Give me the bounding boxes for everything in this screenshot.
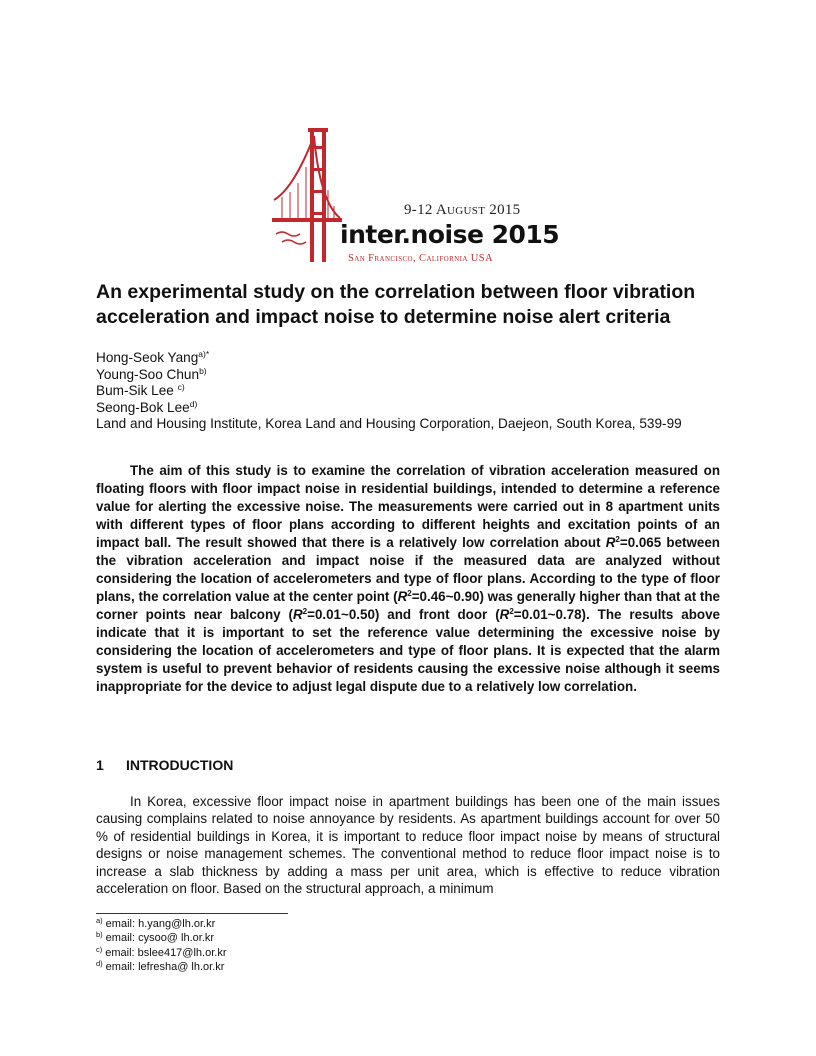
author-mark: a)* (198, 349, 210, 359)
footnote-mark: c) (96, 944, 103, 954)
author (96, 383, 796, 400)
author (96, 400, 796, 417)
r-symbol: R (499, 607, 510, 622)
author-name: Bum-Sik Lee (96, 383, 178, 398)
author-mark: c) (177, 382, 185, 392)
footnote (96, 931, 226, 945)
abstract-text: =0.01~0.78). The results above indicate that it is important to set the reference value determining the excessive noise by considering the location of accelerometers and type of floor plans. It is expected that the alarm system is useful to prevent behavior of residents causing the excessive noise although it seems inappropriate for the device to adjust legal dispute due to a relatively low correlation. (96, 607, 720, 694)
footnote (96, 960, 226, 974)
author-mark: b) (199, 365, 207, 376)
conference-location: San Francisco, California USA (348, 253, 494, 264)
author-name: Hong-Seok Yang (96, 350, 199, 365)
author (96, 367, 796, 384)
footnote (96, 917, 226, 931)
footnote-email: email: bslee417@lh.or.kr (105, 946, 227, 959)
abstract-text: =0.065 between the vibration acceleration and impact noise if the measured data are analyzed without considering the location of accelerometers and type of floor plans. According to the type of floor plans, the correlation value at the center point ( (96, 535, 720, 604)
author-name: Young-Soo Chun (96, 366, 200, 382)
abstract (96, 462, 720, 696)
superscript: 2 (407, 589, 412, 598)
superscript: 2 (509, 607, 514, 616)
author (96, 350, 796, 367)
footnotes (96, 917, 226, 975)
abstract-text: =0.01~0.50) and front door ( (307, 607, 500, 622)
footnote-divider (96, 913, 288, 914)
conference-logo (272, 122, 560, 268)
introduction-paragraph: In Korea, excessive floor impact noise in apartment buildings has been one of the main issues causing complains related to noise annoyance by residents. As apartment buildings account for over 50 % of residential buildings in Korea, it is important to reduce floor impact noise by means of structural designs or noise management schemes. The conventional method to reduce floor impact noise is to increase a slab thickness by adding a mass per unit area, which is effective to reduce vibration acceleration on floor. Based on the structural approach, a minimum (96, 794, 720, 897)
affiliation: Land and Housing Institute, Korea Land and Housing Corporation, Daejeon, South Korea, 539-99 (96, 416, 682, 431)
superscript: 2 (302, 607, 308, 616)
abstract-text: The aim of this study is to examine the correlation of vibration acceleration measured on floating floors with floor impact noise in residential buildings, intended to determine a reference value for alerting the excessive noise. The measurements were carried out in 8 apartment units with different types of floor plans according to different heights and excitation points of an impact ball. The result showed that there is a relatively low correlation about (96, 463, 720, 550)
footnote-mark: a) (96, 916, 103, 925)
footnote-mark: d) (96, 959, 103, 969)
abstract-text: =0.46~0.90) was generally higher than that at the corner points near balcony ( (96, 589, 720, 622)
author-list (96, 350, 796, 433)
footnote-email: email: cysoo@ lh.or.kr (105, 932, 215, 945)
r-symbol: R (293, 607, 303, 622)
footnote (96, 946, 226, 960)
section-title: INTRODUCTION (126, 757, 234, 773)
superscript: 2 (615, 535, 620, 544)
footnote-email: email: lefresha@ lh.or.kr (105, 961, 225, 974)
r-symbol: R (397, 589, 408, 604)
author-name: Seong-Bok Lee (96, 399, 190, 415)
section-heading (96, 757, 233, 773)
footnote-mark: b) (96, 930, 103, 940)
section-number: 1 (96, 757, 104, 773)
paper-title: An experimental study on the correlation between floor vibration acceleration and impact noise to determine noise alert criteria (96, 281, 696, 328)
conference-name: inter.noise 2015 (340, 220, 560, 249)
conference-date: 9-12 August 2015 (404, 202, 521, 218)
author-mark: d) (189, 398, 198, 409)
footnote-email: email: h.yang@lh.or.kr (105, 918, 216, 930)
r-symbol: R (605, 535, 616, 550)
